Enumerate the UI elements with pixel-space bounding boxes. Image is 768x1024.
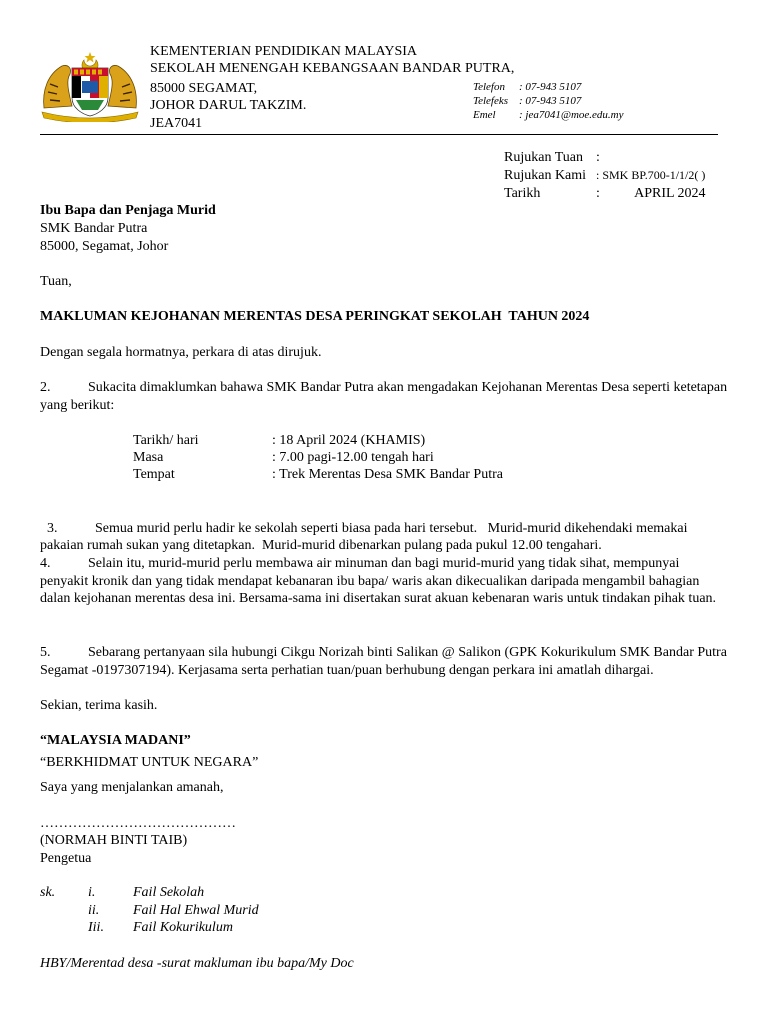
ref-label: Rujukan Kami xyxy=(504,168,587,183)
contact-label: Emel xyxy=(473,109,496,121)
contact-label: Telefeks xyxy=(473,95,509,107)
letter-subject: MAKLUMAN KEJOHANAN MERENTAS DESA PERINGKAT SEKOLAH TAHUN 2024 xyxy=(40,309,590,324)
recipient-line-3: 85000, Segamat, Johor xyxy=(40,239,169,254)
paragraph-number: 5. xyxy=(40,645,51,660)
signatory-title: Pengetua xyxy=(40,851,92,866)
paragraph-text: Sebarang pertanyaan sila hubungi Cikgu Norizah binti Salikan @ Salikon (GPK Kokurikulum SMK Bandar Putra Segamat -0197307194). Kerjasama serta perhatian tuan/puan berhubung dengan perkara ini amatlah dihargai. xyxy=(40,645,727,678)
motto-malaysia-madani: “MALAYSIA MADANI” xyxy=(40,733,191,748)
opening-line: Dengan segala hormatnya, perkara di atas dirujuk. xyxy=(40,345,322,360)
ref-tarikh xyxy=(504,185,706,202)
ref-label: Tarikh xyxy=(504,186,541,201)
detail-masa xyxy=(133,449,434,466)
contact-label: Telefon xyxy=(473,81,505,93)
detail-label: Tempat xyxy=(133,467,175,482)
ref-label: Rujukan Tuan xyxy=(504,150,583,165)
recipient-line-2: SMK Bandar Putra xyxy=(40,221,148,236)
detail-label: Tarikh/ hari xyxy=(133,433,199,448)
paragraph-5 xyxy=(40,644,730,679)
recipient-line-1: Ibu Bapa dan Penjaga Murid xyxy=(40,203,216,218)
contact-value: : jea7041@moe.edu.my xyxy=(519,109,624,121)
signature-line: …………………………………… xyxy=(40,816,236,831)
sk-label: sk. xyxy=(40,885,56,900)
sk-item-3 xyxy=(40,919,233,936)
sk-item-number: Iii. xyxy=(88,920,104,935)
contact-value: : 07-943 5107 xyxy=(519,95,582,107)
paragraph-4 xyxy=(40,555,730,608)
school-code: JEA7041 xyxy=(150,116,203,131)
contact-telefeks xyxy=(473,94,581,108)
sk-item-number: ii. xyxy=(88,903,100,918)
paragraph-text: Sukacita dimaklumkan bahawa SMK Bandar Putra akan mengadakan Kejohanan Merentas Desa seperti ketetapan yang berikut: xyxy=(40,380,728,413)
sk-item-2 xyxy=(40,902,259,919)
paragraph-text: Selain itu, murid-murid perlu membawa air minuman dan bagi murid-murid yang tidak sihat, mempunyai penyakit kronik dan yang tidak mendapat kebanaran ibu bapa/ waris akan dikecualikan daripada mengambil bahagian dalan kejohanan merentas desa ini. Bersama-sama ini disertakan surat akuan kebenaran waris untuk tindakan pihak tuan. xyxy=(40,556,717,606)
sk-item-text: Fail Hal Ehwal Murid xyxy=(133,903,259,918)
school-postcode-city: 85000 SEGAMAT, xyxy=(150,81,258,96)
malaysia-coat-of-arms-icon xyxy=(38,50,142,122)
detail-value: : 18 April 2024 (KHAMIS) xyxy=(272,433,426,448)
sk-item-1 xyxy=(40,884,204,901)
detail-tempat xyxy=(133,466,503,483)
detail-value: : Trek Merentas Desa SMK Bandar Putra xyxy=(272,467,503,482)
detail-label: Masa xyxy=(133,450,164,465)
letterhead-divider xyxy=(40,134,718,135)
contact-telefon xyxy=(473,80,581,94)
paragraph-number: 3. xyxy=(47,520,58,536)
school-name: SEKOLAH MENENGAH KEBANGSAAN BANDAR PUTRA, xyxy=(150,61,515,76)
amanah-line: Saya yang menjalankan amanah, xyxy=(40,780,224,795)
contact-value: : 07-943 5107 xyxy=(519,81,582,93)
paragraph-3 xyxy=(40,502,730,555)
ref-value: : APRIL 2024 xyxy=(596,186,706,201)
paragraph-number: 4. xyxy=(40,556,51,571)
school-state: JOHOR DARUL TAKZIM. xyxy=(150,98,307,113)
sk-item-number: i. xyxy=(88,885,96,900)
sk-item-text: Fail Sekolah xyxy=(133,885,205,900)
ref-rujukan-kami xyxy=(504,167,705,184)
signatory-name: (NORMAH BINTI TAIB) xyxy=(40,833,188,848)
salutation: Tuan, xyxy=(40,274,72,289)
ref-value: : SMK BP.700-1/1/2( ) xyxy=(596,168,706,182)
contact-emel xyxy=(473,108,624,122)
ministry-name: KEMENTERIAN PENDIDIKAN MALAYSIA xyxy=(150,44,418,59)
paragraph-number: 2. xyxy=(40,380,51,395)
paragraph-text: Semua murid perlu hadir ke sekolah seperti biasa pada hari tersebut. Murid-murid dikehendaki memakai pakaian rumah sukan yang ditetapkan. Murid-murid dibenarkan pulang pada pukul 12.00 tengahari. xyxy=(40,520,691,553)
sk-item-text: Fail Kokurikulum xyxy=(133,920,233,935)
closing: Sekian, terima kasih. xyxy=(40,698,158,713)
ref-rujukan-tuan xyxy=(504,149,600,166)
detail-value: : 7.00 pagi-12.00 tengah hari xyxy=(272,450,434,465)
footer-file-path: HBY/Merentad desa -surat makluman ibu bapa/My Doc xyxy=(40,956,354,971)
motto-berkhidmat: “BERKHIDMAT UNTUK NEGARA” xyxy=(40,755,259,770)
paragraph-2 xyxy=(40,379,730,414)
ref-value: : xyxy=(596,150,600,165)
detail-tarikh-hari xyxy=(133,432,425,449)
